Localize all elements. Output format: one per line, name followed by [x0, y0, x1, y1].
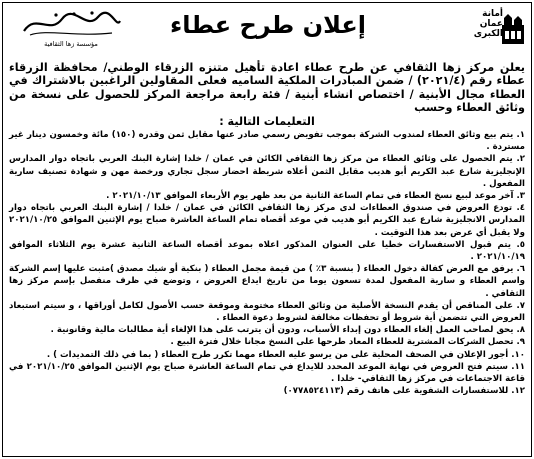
instruction-item: ٩. تحصل الشركات المشترية للعطاء المعاد طرحها على النسخ مجانا خلال فترة البيع . [170, 337, 525, 348]
instruction-item: ٢. يتم الحصول على وثائق العطاء من مركز زها الثقافي الكائن في عمان / خلدا إشارة البنك العربي باتجاه دوار المدارس الإنجليزية شارع عبد الكريم أبو هديب مقابل الثمن أعلاه شريطة احضار سجل تجاري ورخصة مهن و شهادة تصنيف سارية المفعول . [9, 154, 525, 189]
instruction-item: ٣. آخر موعد لبيع نسخ العطاء في تمام الساعة الثانية من بعد ظهر يوم الأربعاء الموافق ٢٠٢١/١٠/١٣ . [106, 191, 525, 202]
instructions-heading: التعليمات التالية : [219, 114, 315, 128]
instruction-item: ٦. يرفق مع العرض كفالة دخول العطاء ( بنسبة ٣٪ ) من قيمة مجمل العطاء ( بنكية أو شيك مصدق )مثبت عليها إسم الشركة واسم العطاء و سارية المفعول لمدة تسعون يوما من تاريخ ايداع العروض ، وتوضع في ظرف منفصل بإسم مركز زها الثقافي . [9, 264, 525, 299]
instruction-item: ١١. سيتم فتح العروض في نهاية الموعد المحدد للايداع في تمام الساعة العاشرة صباح يوم الإثنين الموافق ٢٠٢١/١٠/٢٥ في قاعة الاجتماعات في مركز زها الثقافي- خلدا . [9, 361, 525, 385]
advertisement-frame [2, 2, 532, 457]
instruction-item: ٨. يحق لصاحب العمل إلغاء العطاء دون إبداء الأسباب، ودون أن يترتب على هذا الإلغاء أية مطالبات مالية وقانونية . [50, 325, 525, 336]
header [3, 3, 533, 59]
page-title: إعلان طرح عطاء [170, 11, 366, 39]
instructions-list [9, 129, 525, 397]
amman-logo-text: أمانة عمان الكبرى [473, 9, 503, 39]
instruction-item: ١٢. للاستفسارات الشفوية على هاتف رقم (٠٧٧٨٥٢٤١١٣) [283, 386, 525, 397]
zaha-logo-caption: مؤسسة زها الثقافية [44, 40, 98, 48]
instruction-item: ٧. على المناقص أن يقدم النسخة الأصلية من وثائق العطاء مختومة وموقعة حسب الأصول لكامل أوراقها ، و سيتم استبعاد العروض التي تتضمن أية شروط أو تحفظات مخالفة لشروط دعوة العطاء . [9, 300, 525, 324]
instruction-item: ١. يتم بيع وثائق العطاء لمندوب الشركة بموجب تفويض رسمي صادر عنها مقابل ثمن وقدره (١٥٠) مائة وخمسون دينار غير مستردة . [9, 130, 525, 153]
instruction-item: ٥. يتم قبول الاستفسارات خطيا على العنوان المذكور اعلاه بموعد أقصاه الساعة الثانية عشرة يوم الثلاثاء الموافق ٢٠٢١/١٠/١٩ . [9, 239, 525, 263]
zaha-calligraphy-icon [16, 9, 126, 39]
instruction-item: ١٠. أجور الإعلان في الصحف المحلية على من يرسو عليه العطاء مهما تكرر طرح العطاء ( بما في ذلك التمديدات ) . [46, 349, 525, 360]
announcement-body [9, 61, 525, 452]
instruction-item: ٤. تودع العروض في صندوق العطاءات لدى مركز زها الثقافي الكائن في عمان / خلدا / إشارة البنك العربي باتجاه دوار المدارس الانجليزية شارع عبد الكريم أبو هديب في موعد أقصاه تمام الساعة العاشرة صباح يوم الإثنين الموافق ٢٠٢١/١٠/٢٥ ولا يقبل أي عرض بعد هذا التوقيت . [9, 203, 525, 238]
zaha-center-logo [11, 9, 131, 53]
intro-paragraph: يعلن مركز زها الثقافي عن طرح عطاء اعادة تأهيل متنزه الزرقاء الوطني/ محافظة الزرقاء عطاء رقم (٢٠٢١/٤) / ضمن المبادرات الملكية الساميه فعلى المقاولين الراغبين بالاشتراك في العطاء مجال الأبنية / اختصاص انشاء أبنية / فئة رابعة مراجعة المركز للحصول على نسخة من وثائق العطاء وحسب [9, 61, 525, 115]
